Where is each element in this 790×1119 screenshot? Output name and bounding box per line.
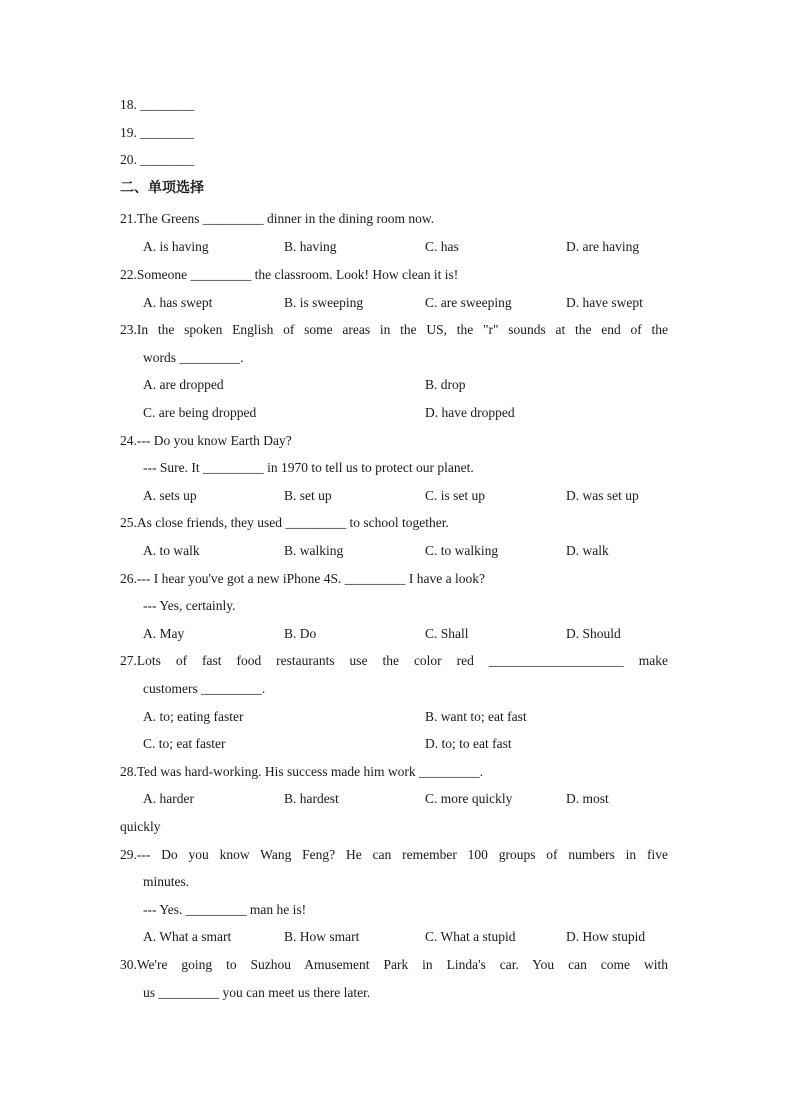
- question-29-stem-line2: minutes.: [143, 874, 190, 889]
- question-27-option-d: D. to; to eat fast: [425, 736, 512, 751]
- question-26-stem-line2: --- Yes, certainly.: [143, 598, 236, 613]
- question-24-stem-line1: 24.--- Do you know Earth Day?: [120, 433, 292, 448]
- question-24-option-c: C. is set up: [425, 488, 486, 503]
- question-28-option-a: A. harder: [143, 791, 194, 806]
- question-27-option-c: C. to; eat faster: [143, 736, 226, 751]
- question-28-option-b: B. hardest: [284, 791, 339, 806]
- question-22-option-a: A. has swept: [143, 295, 213, 310]
- question-23-stem-line2: words _________.: [143, 350, 244, 365]
- question-21-option-a: A. is having: [143, 239, 209, 254]
- question-29-option-c: C. What a stupid: [425, 929, 516, 944]
- question-22-stem: 22.Someone _________ the classroom. Look! How clean it is!: [120, 267, 459, 282]
- question-25-option-a: A. to walk: [143, 543, 200, 558]
- answer-line-20: 20. ________: [120, 152, 195, 167]
- question-30-stem-line2: us _________ you can meet us there later.: [143, 985, 371, 1000]
- question-25-stem: 25.As close friends, they used _________ to school together.: [120, 515, 449, 530]
- question-25-option-c: C. to walking: [425, 543, 499, 558]
- question-23-stem-line1: 23.In the spoken English of some areas in the US, the "r" sounds at the end of the: [120, 322, 668, 337]
- question-21-option-d: D. are having: [566, 239, 640, 254]
- question-22-option-b: B. is sweeping: [284, 295, 364, 310]
- question-22-option-c: C. are sweeping: [425, 295, 512, 310]
- question-29-stem-line1: 29.--- Do you know Wang Feng? He can remember 100 groups of numbers in five: [120, 847, 668, 862]
- question-29-option-b: B. How smart: [284, 929, 360, 944]
- question-23-option-b: B. drop: [425, 377, 466, 392]
- question-24-option-a: A. sets up: [143, 488, 197, 503]
- question-29-stem-line3: --- Yes. _________ man he is!: [143, 902, 307, 917]
- question-25-option-b: B. walking: [284, 543, 344, 558]
- question-23-option-d: D. have dropped: [425, 405, 515, 420]
- question-25-option-d: D. walk: [566, 543, 609, 558]
- question-26-option-b: B. Do: [284, 626, 317, 641]
- question-23-option-a: A. are dropped: [143, 377, 224, 392]
- question-24-option-d: D. was set up: [566, 488, 639, 503]
- question-22-option-d: D. have swept: [566, 295, 643, 310]
- question-29-option-a: A. What a smart: [143, 929, 232, 944]
- section-title: 二、单项选择: [120, 180, 204, 196]
- question-28-option-d-wrap: quickly: [120, 819, 161, 834]
- question-28-option-d: D. most: [566, 791, 609, 806]
- question-26-option-a: A. May: [143, 626, 185, 641]
- question-28-stem: 28.Ted was hard-working. His success made him work _________.: [120, 764, 484, 779]
- question-24-option-b: B. set up: [284, 488, 332, 503]
- question-27-option-b: B. want to; eat fast: [425, 709, 527, 724]
- answer-line-19: 19. ________: [120, 125, 195, 140]
- question-26-stem-line1: 26.--- I hear you've got a new iPhone 4S. _________ I have a look?: [120, 571, 485, 586]
- question-30-stem-line1: 30.We're going to Suzhou Amusement Park in Linda's car. You can come with: [120, 957, 668, 972]
- question-26-option-c: C. Shall: [425, 626, 469, 641]
- question-21-stem: 21.The Greens _________ dinner in the dining room now.: [120, 211, 435, 226]
- question-27-option-a: A. to; eating faster: [143, 709, 244, 724]
- question-23-option-c: C. are being dropped: [143, 405, 257, 420]
- question-24-stem-line2: --- Sure. It _________ in 1970 to tell us to protect our planet.: [143, 460, 474, 475]
- question-26-option-d: D. Should: [566, 626, 621, 641]
- question-21-option-b: B. having: [284, 239, 337, 254]
- question-27-stem-line1: 27.Lots of fast food restaurants use the color red ____________________ make: [120, 653, 668, 668]
- question-27-stem-line2: customers _________.: [143, 681, 266, 696]
- question-28-option-c: C. more quickly: [425, 791, 513, 806]
- answer-line-18: 18. ________: [120, 97, 195, 112]
- question-21-option-c: C. has: [425, 239, 459, 254]
- question-29-option-d: D. How stupid: [566, 929, 646, 944]
